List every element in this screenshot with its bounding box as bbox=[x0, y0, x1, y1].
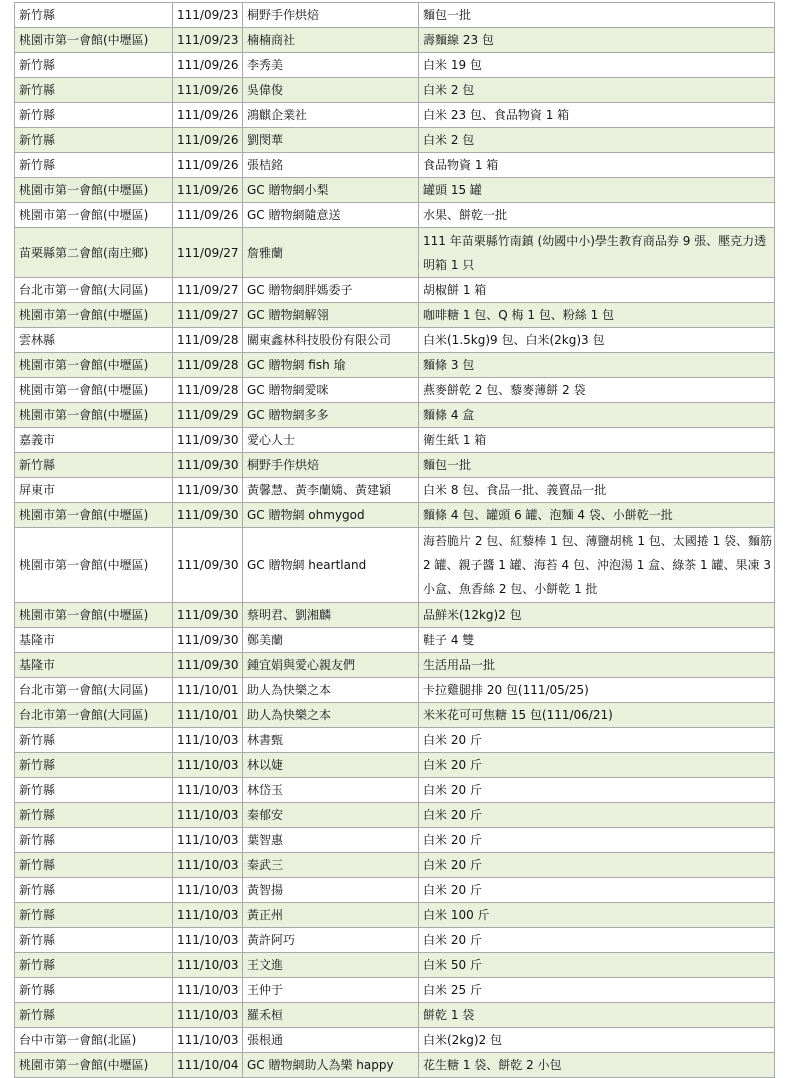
table-row bbox=[15, 728, 775, 753]
cell-date: 111/10/03 bbox=[173, 928, 243, 953]
table-row bbox=[15, 478, 775, 503]
cell-org: 桃園市第一會館(中壢區) bbox=[15, 603, 173, 628]
cell-donor: 蔡明君、劉湘麟 bbox=[243, 603, 419, 628]
cell-date: 111/10/03 bbox=[173, 953, 243, 978]
cell-items: 花生糖 1 袋、餅乾 2 小包 bbox=[419, 1053, 775, 1078]
cell-org: 新竹縣 bbox=[15, 753, 173, 778]
cell-date: 111/09/26 bbox=[173, 203, 243, 228]
cell-org: 桃園市第一會館(中壢區) bbox=[15, 503, 173, 528]
table-row bbox=[15, 153, 775, 178]
cell-items: 麵條 4 盒 bbox=[419, 403, 775, 428]
cell-org: 新竹縣 bbox=[15, 978, 173, 1003]
cell-items: 麵包一批 bbox=[419, 3, 775, 28]
cell-org: 新竹縣 bbox=[15, 878, 173, 903]
cell-donor: GC 贈物網胖媽委子 bbox=[243, 278, 419, 303]
cell-items: 壽麵線 23 包 bbox=[419, 28, 775, 53]
cell-items: 麵條 3 包 bbox=[419, 353, 775, 378]
cell-items: 白米 50 斤 bbox=[419, 953, 775, 978]
table-row bbox=[15, 678, 775, 703]
cell-date: 111/10/01 bbox=[173, 678, 243, 703]
cell-date: 111/10/03 bbox=[173, 803, 243, 828]
cell-items: 麵包一批 bbox=[419, 453, 775, 478]
cell-items: 生活用品一批 bbox=[419, 653, 775, 678]
cell-donor: 羅禾桓 bbox=[243, 1003, 419, 1028]
table-row bbox=[15, 503, 775, 528]
table-row bbox=[15, 953, 775, 978]
cell-items: 麵條 4 包、罐頭 6 罐、泡麵 4 袋、小餅乾一批 bbox=[419, 503, 775, 528]
cell-org: 桃園市第一會館(中壢區) bbox=[15, 303, 173, 328]
cell-items: 咖啡糖 1 包、Q 梅 1 包、粉絲 1 包 bbox=[419, 303, 775, 328]
cell-items: 餅乾 1 袋 bbox=[419, 1003, 775, 1028]
cell-date: 111/10/03 bbox=[173, 753, 243, 778]
cell-items: 水果、餅乾一批 bbox=[419, 203, 775, 228]
cell-items: 白米 23 包、食品物資 1 箱 bbox=[419, 103, 775, 128]
cell-donor: 林岱玉 bbox=[243, 778, 419, 803]
cell-date: 111/09/30 bbox=[173, 528, 243, 603]
cell-items: 白米 25 斤 bbox=[419, 978, 775, 1003]
table-row bbox=[15, 1028, 775, 1053]
cell-donor: 關東鑫林科技股份有限公司 bbox=[243, 328, 419, 353]
cell-donor: GC 贈物網愛咪 bbox=[243, 378, 419, 403]
table-row bbox=[15, 1053, 775, 1078]
cell-donor: 詹雅蘭 bbox=[243, 228, 419, 278]
cell-date: 111/09/26 bbox=[173, 103, 243, 128]
cell-donor: 吳偉俊 bbox=[243, 78, 419, 103]
table-row bbox=[15, 903, 775, 928]
cell-date: 111/09/30 bbox=[173, 653, 243, 678]
cell-items: 海苔脆片 2 包、紅藜棒 1 包、薄鹽胡桃 1 包、太國捲 1 袋、麵筋 2 罐、親子醬 1 罐、海苔 4 包、沖泡湯 1 盒、綠茶 1 罐、果凍 3 小盒、魚香絲 2 包、小餅乾 1 批 bbox=[419, 528, 775, 603]
cell-org: 台北市第一會館(大同區) bbox=[15, 278, 173, 303]
cell-date: 111/10/03 bbox=[173, 853, 243, 878]
cell-items: 食品物資 1 箱 bbox=[419, 153, 775, 178]
cell-date: 111/10/03 bbox=[173, 978, 243, 1003]
table-row bbox=[15, 328, 775, 353]
cell-org: 桃園市第一會館(中壢區) bbox=[15, 1053, 173, 1078]
table-row bbox=[15, 403, 775, 428]
table-row bbox=[15, 1003, 775, 1028]
cell-org: 新竹縣 bbox=[15, 803, 173, 828]
cell-org: 桃園市第一會館(中壢區) bbox=[15, 178, 173, 203]
cell-donor: 秦郁安 bbox=[243, 803, 419, 828]
cell-org: 新竹縣 bbox=[15, 153, 173, 178]
cell-donor: GC 贈物網隨意送 bbox=[243, 203, 419, 228]
cell-items: 白米 100 斤 bbox=[419, 903, 775, 928]
donation-table bbox=[14, 2, 774, 1078]
cell-donor: 王仲于 bbox=[243, 978, 419, 1003]
cell-date: 111/09/30 bbox=[173, 628, 243, 653]
table-row bbox=[15, 28, 775, 53]
table-row bbox=[15, 178, 775, 203]
table-row bbox=[15, 303, 775, 328]
cell-donor: 林書甄 bbox=[243, 728, 419, 753]
cell-org: 新竹縣 bbox=[15, 928, 173, 953]
cell-donor: 鄭美蘭 bbox=[243, 628, 419, 653]
table-row bbox=[15, 3, 775, 28]
cell-donor: 黃正州 bbox=[243, 903, 419, 928]
cell-org: 新竹縣 bbox=[15, 728, 173, 753]
cell-org: 桃園市第一會館(中壢區) bbox=[15, 353, 173, 378]
table-row bbox=[15, 753, 775, 778]
cell-donor: 黃馨慧、黃李蘭嬌、黃建穎 bbox=[243, 478, 419, 503]
cell-donor: 鍾宜娟與愛心親友們 bbox=[243, 653, 419, 678]
cell-donor: 秦武三 bbox=[243, 853, 419, 878]
cell-items: 111 年苗栗縣竹南鎮 (幼國中小)學生教育商品券 9 張、壓克力透明箱 1 只 bbox=[419, 228, 775, 278]
cell-items: 燕麥餅乾 2 包、藜麥薄餅 2 袋 bbox=[419, 378, 775, 403]
cell-items: 白米 8 包、食品一批、義賣品一批 bbox=[419, 478, 775, 503]
cell-org: 苗栗縣第二會館(南庄鄉) bbox=[15, 228, 173, 278]
cell-date: 111/09/23 bbox=[173, 28, 243, 53]
cell-date: 111/09/28 bbox=[173, 353, 243, 378]
cell-date: 111/09/30 bbox=[173, 478, 243, 503]
cell-donor: 劉閔華 bbox=[243, 128, 419, 153]
cell-donor: GC 贈物網小梨 bbox=[243, 178, 419, 203]
cell-donor: 桐野手作烘焙 bbox=[243, 453, 419, 478]
cell-items: 罐頭 15 罐 bbox=[419, 178, 775, 203]
cell-donor: 助人為快樂之本 bbox=[243, 678, 419, 703]
cell-org: 新竹縣 bbox=[15, 53, 173, 78]
cell-org: 新竹縣 bbox=[15, 453, 173, 478]
cell-date: 111/09/30 bbox=[173, 603, 243, 628]
cell-org: 新竹縣 bbox=[15, 828, 173, 853]
cell-org: 新竹縣 bbox=[15, 103, 173, 128]
table-row bbox=[15, 78, 775, 103]
cell-date: 111/09/26 bbox=[173, 128, 243, 153]
cell-org: 新竹縣 bbox=[15, 903, 173, 928]
cell-org: 桃園市第一會館(中壢區) bbox=[15, 28, 173, 53]
cell-org: 嘉義市 bbox=[15, 428, 173, 453]
cell-donor: 林以婕 bbox=[243, 753, 419, 778]
table-row bbox=[15, 453, 775, 478]
cell-date: 111/09/28 bbox=[173, 328, 243, 353]
cell-items: 白米 20 斤 bbox=[419, 803, 775, 828]
cell-items: 米米花可可焦糖 15 包(111/06/21) bbox=[419, 703, 775, 728]
cell-org: 新竹縣 bbox=[15, 778, 173, 803]
cell-org: 桃園市第一會館(中壢區) bbox=[15, 203, 173, 228]
cell-org: 台北市第一會館(大同區) bbox=[15, 703, 173, 728]
cell-org: 基隆市 bbox=[15, 628, 173, 653]
table-row bbox=[15, 278, 775, 303]
cell-date: 111/10/03 bbox=[173, 878, 243, 903]
table-row bbox=[15, 353, 775, 378]
table-row bbox=[15, 928, 775, 953]
cell-items: 白米 20 斤 bbox=[419, 928, 775, 953]
cell-date: 111/09/26 bbox=[173, 78, 243, 103]
cell-donor: 楠楠商社 bbox=[243, 28, 419, 53]
cell-date: 111/09/26 bbox=[173, 153, 243, 178]
cell-org: 新竹縣 bbox=[15, 1003, 173, 1028]
cell-org: 新竹縣 bbox=[15, 3, 173, 28]
cell-date: 111/10/03 bbox=[173, 1003, 243, 1028]
cell-donor: GC 贈物網助人為樂 happy bbox=[243, 1053, 419, 1078]
donation-table-body bbox=[15, 3, 775, 1078]
cell-items: 白米 20 斤 bbox=[419, 878, 775, 903]
cell-items: 白米 2 包 bbox=[419, 128, 775, 153]
cell-donor: 桐野手作烘焙 bbox=[243, 3, 419, 28]
cell-date: 111/10/03 bbox=[173, 828, 243, 853]
cell-donor: GC 贈物網 heartland bbox=[243, 528, 419, 603]
cell-donor: 鴻麒企業社 bbox=[243, 103, 419, 128]
cell-org: 雲林縣 bbox=[15, 328, 173, 353]
cell-org: 桃園市第一會館(中壢區) bbox=[15, 528, 173, 603]
table-row bbox=[15, 653, 775, 678]
cell-date: 111/10/03 bbox=[173, 1028, 243, 1053]
cell-donor: GC 贈物網 fish 瑜 bbox=[243, 353, 419, 378]
cell-donor: 李秀美 bbox=[243, 53, 419, 78]
cell-donor: 愛心人士 bbox=[243, 428, 419, 453]
cell-items: 白米 20 斤 bbox=[419, 778, 775, 803]
cell-donor: 張桔銘 bbox=[243, 153, 419, 178]
table-row bbox=[15, 103, 775, 128]
cell-date: 111/09/23 bbox=[173, 3, 243, 28]
table-row bbox=[15, 428, 775, 453]
table-row bbox=[15, 828, 775, 853]
cell-org: 基隆市 bbox=[15, 653, 173, 678]
cell-donor: 黃許阿巧 bbox=[243, 928, 419, 953]
cell-date: 111/10/03 bbox=[173, 778, 243, 803]
cell-donor: 葉智惠 bbox=[243, 828, 419, 853]
cell-date: 111/09/30 bbox=[173, 453, 243, 478]
table-row bbox=[15, 778, 775, 803]
cell-items: 品鮮米(12kg)2 包 bbox=[419, 603, 775, 628]
table-row bbox=[15, 878, 775, 903]
cell-org: 桃園市第一會館(中壢區) bbox=[15, 378, 173, 403]
cell-items: 白米 20 斤 bbox=[419, 753, 775, 778]
cell-date: 111/09/30 bbox=[173, 503, 243, 528]
table-row bbox=[15, 128, 775, 153]
cell-items: 白米(2kg)2 包 bbox=[419, 1028, 775, 1053]
cell-date: 111/09/28 bbox=[173, 378, 243, 403]
cell-date: 111/10/01 bbox=[173, 703, 243, 728]
cell-items: 白米 20 斤 bbox=[419, 728, 775, 753]
cell-date: 111/09/29 bbox=[173, 403, 243, 428]
cell-date: 111/09/30 bbox=[173, 428, 243, 453]
cell-org: 新竹縣 bbox=[15, 128, 173, 153]
cell-org: 屏東市 bbox=[15, 478, 173, 503]
cell-donor: GC 贈物網 ohmygod bbox=[243, 503, 419, 528]
cell-donor: 黃智揚 bbox=[243, 878, 419, 903]
cell-items: 鞋子 4 雙 bbox=[419, 628, 775, 653]
cell-items: 白米 2 包 bbox=[419, 78, 775, 103]
cell-donor: 張根通 bbox=[243, 1028, 419, 1053]
table-row bbox=[15, 803, 775, 828]
table-row bbox=[15, 203, 775, 228]
table-row bbox=[15, 378, 775, 403]
cell-org: 新竹縣 bbox=[15, 78, 173, 103]
cell-org: 台北市第一會館(大同區) bbox=[15, 678, 173, 703]
cell-date: 111/10/03 bbox=[173, 728, 243, 753]
table-row bbox=[15, 228, 775, 278]
cell-items: 白米 20 斤 bbox=[419, 853, 775, 878]
cell-date: 111/09/27 bbox=[173, 278, 243, 303]
table-row bbox=[15, 53, 775, 78]
cell-items: 白米 19 包 bbox=[419, 53, 775, 78]
cell-date: 111/09/27 bbox=[173, 228, 243, 278]
table-row bbox=[15, 978, 775, 1003]
table-row bbox=[15, 628, 775, 653]
cell-date: 111/09/26 bbox=[173, 53, 243, 78]
cell-items: 卡拉雞腿排 20 包(111/05/25) bbox=[419, 678, 775, 703]
cell-date: 111/10/04 bbox=[173, 1053, 243, 1078]
cell-org: 新竹縣 bbox=[15, 853, 173, 878]
cell-org: 新竹縣 bbox=[15, 953, 173, 978]
cell-donor: 王文進 bbox=[243, 953, 419, 978]
cell-donor: 助人為快樂之本 bbox=[243, 703, 419, 728]
cell-date: 111/09/27 bbox=[173, 303, 243, 328]
cell-date: 111/10/03 bbox=[173, 903, 243, 928]
cell-donor: GC 贈物網多多 bbox=[243, 403, 419, 428]
cell-items: 白米(1.5kg)9 包、白米(2kg)3 包 bbox=[419, 328, 775, 353]
cell-items: 胡椒餅 1 箱 bbox=[419, 278, 775, 303]
cell-org: 台中市第一會館(北區) bbox=[15, 1028, 173, 1053]
cell-items: 衛生紙 1 箱 bbox=[419, 428, 775, 453]
table-row bbox=[15, 853, 775, 878]
table-row bbox=[15, 703, 775, 728]
cell-donor: GC 贈物網解翎 bbox=[243, 303, 419, 328]
table-row bbox=[15, 528, 775, 603]
cell-org: 桃園市第一會館(中壢區) bbox=[15, 403, 173, 428]
cell-items: 白米 20 斤 bbox=[419, 828, 775, 853]
cell-date: 111/09/26 bbox=[173, 178, 243, 203]
table-row bbox=[15, 603, 775, 628]
